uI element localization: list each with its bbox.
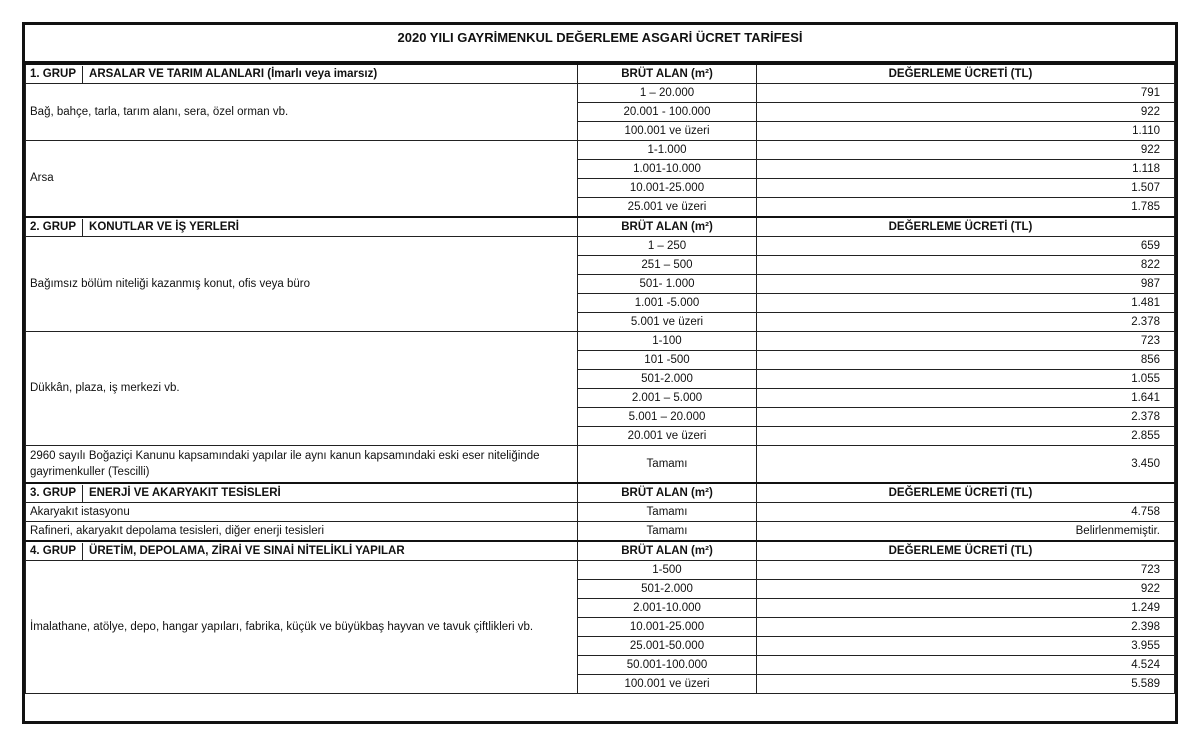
- group-number: 2. GRUP: [30, 219, 83, 236]
- area-column-header: BRÜT ALAN (m²): [578, 217, 757, 237]
- tariff-table-body: [26, 64, 1175, 694]
- group-header-cell: [26, 483, 578, 503]
- table-row: [26, 332, 1175, 351]
- group-name: ÜRETİM, DEPOLAMA, ZİRAİ VE SINAİ NİTELİKLİ YAPILAR: [89, 544, 405, 557]
- valuation-fee: 1.110: [757, 122, 1175, 141]
- valuation-fee: 922: [757, 141, 1175, 160]
- valuation-fee: 1.118: [757, 160, 1175, 179]
- valuation-fee: 723: [757, 332, 1175, 351]
- valuation-fee: 2.378: [757, 313, 1175, 332]
- area-range: 1-1.000: [578, 141, 757, 160]
- valuation-fee: 922: [757, 580, 1175, 599]
- valuation-fee: 659: [757, 237, 1175, 256]
- area-range: 1.001 -5.000: [578, 294, 757, 313]
- tariff-document: [22, 22, 1178, 724]
- property-description: Bağımsız bölüm niteliği kazanmış konut, ofis veya büro: [26, 237, 578, 332]
- fee-column-header: DEĞERLEME ÜCRETİ (TL): [757, 541, 1175, 561]
- valuation-fee: 1.507: [757, 179, 1175, 198]
- valuation-fee: 1.641: [757, 389, 1175, 408]
- group-header-row: [26, 217, 1175, 237]
- table-row: [26, 503, 1175, 522]
- property-description: Rafineri, akaryakıt depolama tesisleri, diğer enerji tesisleri: [26, 522, 578, 542]
- property-description: 2960 sayılı Boğaziçi Kanunu kapsamındaki yapılar ile aynı kanun kapsamındaki eski eser niteliğinde gayrimenkuller (Tescilli): [26, 446, 578, 484]
- area-range: 501- 1.000: [578, 275, 757, 294]
- fee-column-header: DEĞERLEME ÜCRETİ (TL): [757, 217, 1175, 237]
- table-row: [26, 141, 1175, 160]
- area-range: Tamamı: [578, 522, 757, 542]
- area-range: 100.001 ve üzeri: [578, 675, 757, 694]
- area-range: 101 -500: [578, 351, 757, 370]
- property-description: Bağ, bahçe, tarla, tarım alanı, sera, özel orman vb.: [26, 84, 578, 141]
- valuation-fee: 4.758: [757, 503, 1175, 522]
- valuation-fee: 1.481: [757, 294, 1175, 313]
- property-description: Dükkân, plaza, iş merkezi vb.: [26, 332, 578, 446]
- table-row: [26, 237, 1175, 256]
- property-description: Arsa: [26, 141, 578, 218]
- property-description: İmalathane, atölye, depo, hangar yapıları, fabrika, küçük ve büyükbaş hayvan ve tavuk çiftlikleri vb.: [26, 561, 578, 694]
- group-number: 4. GRUP: [30, 543, 83, 560]
- group-header-cell: [26, 64, 578, 84]
- valuation-fee: 3.450: [757, 446, 1175, 484]
- area-range: 100.001 ve üzeri: [578, 122, 757, 141]
- document-title: 2020 YILI GAYRİMENKUL DEĞERLEME ASGARİ ÜCRET TARİFESİ: [25, 25, 1175, 63]
- valuation-fee: 723: [757, 561, 1175, 580]
- area-range: 10.001-25.000: [578, 618, 757, 637]
- valuation-fee: 2.378: [757, 408, 1175, 427]
- area-range: Tamamı: [578, 446, 757, 484]
- valuation-fee: 3.955: [757, 637, 1175, 656]
- group-number: 1. GRUP: [30, 66, 83, 83]
- area-range: 10.001-25.000: [578, 179, 757, 198]
- table-row: [26, 446, 1175, 484]
- area-range: 501-2.000: [578, 580, 757, 599]
- area-range: 20.001 ve üzeri: [578, 427, 757, 446]
- area-range: 25.001-50.000: [578, 637, 757, 656]
- group-name: ENERJİ VE AKARYAKIT TESİSLERİ: [89, 486, 281, 499]
- area-range: 5.001 – 20.000: [578, 408, 757, 427]
- table-row: [26, 561, 1175, 580]
- area-range: 5.001 ve üzeri: [578, 313, 757, 332]
- area-range: 20.001 - 100.000: [578, 103, 757, 122]
- group-header-row: [26, 64, 1175, 84]
- group-header-cell: [26, 541, 578, 561]
- valuation-fee: 4.524: [757, 656, 1175, 675]
- tariff-table: [25, 63, 1175, 694]
- valuation-fee: 5.589: [757, 675, 1175, 694]
- area-range: 50.001-100.000: [578, 656, 757, 675]
- valuation-fee: 791: [757, 84, 1175, 103]
- valuation-fee: 856: [757, 351, 1175, 370]
- valuation-fee: 822: [757, 256, 1175, 275]
- group-name: ARSALAR VE TARIM ALANLARI (İmarlı veya imarsız): [89, 67, 378, 80]
- area-range: 25.001 ve üzeri: [578, 198, 757, 218]
- area-column-header: BRÜT ALAN (m²): [578, 541, 757, 561]
- area-range: 1-100: [578, 332, 757, 351]
- group-header-row: [26, 541, 1175, 561]
- valuation-fee: 1.055: [757, 370, 1175, 389]
- area-column-header: BRÜT ALAN (m²): [578, 483, 757, 503]
- valuation-fee: 987: [757, 275, 1175, 294]
- valuation-fee: 922: [757, 103, 1175, 122]
- valuation-fee: 1.249: [757, 599, 1175, 618]
- area-range: 2.001-10.000: [578, 599, 757, 618]
- area-range: 1-500: [578, 561, 757, 580]
- area-column-header: BRÜT ALAN (m²): [578, 64, 757, 84]
- table-row: [26, 522, 1175, 542]
- group-header-cell: [26, 217, 578, 237]
- area-range: 1.001-10.000: [578, 160, 757, 179]
- group-name: KONUTLAR VE İŞ YERLERİ: [89, 220, 239, 233]
- valuation-fee: 2.855: [757, 427, 1175, 446]
- area-range: 2.001 – 5.000: [578, 389, 757, 408]
- table-row: [26, 84, 1175, 103]
- property-description: Akaryakıt istasyonu: [26, 503, 578, 522]
- area-range: Tamamı: [578, 503, 757, 522]
- group-header-row: [26, 483, 1175, 503]
- fee-column-header: DEĞERLEME ÜCRETİ (TL): [757, 64, 1175, 84]
- valuation-fee: 2.398: [757, 618, 1175, 637]
- group-number: 3. GRUP: [30, 485, 83, 502]
- fee-column-header: DEĞERLEME ÜCRETİ (TL): [757, 483, 1175, 503]
- valuation-fee: 1.785: [757, 198, 1175, 218]
- area-range: 501-2.000: [578, 370, 757, 389]
- area-range: 251 – 500: [578, 256, 757, 275]
- valuation-fee: Belirlenmemiştir.: [757, 522, 1175, 542]
- area-range: 1 – 20.000: [578, 84, 757, 103]
- area-range: 1 – 250: [578, 237, 757, 256]
